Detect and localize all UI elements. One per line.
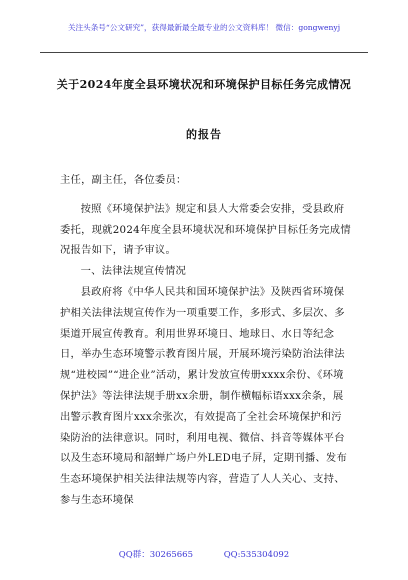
document-title-line2: 的报告 bbox=[186, 128, 222, 141]
qq-group-text: QQ群：30265665 bbox=[118, 550, 193, 560]
document-body bbox=[60, 170, 352, 511]
document-title-line1: 关于2024年度全县环境状况和环境保护目标任务完成情况 bbox=[56, 78, 352, 91]
intro-paragraph: 按照《环境保护法》规定和县人大常委会安排，受县政府委托，现就2024年度全县环境状况和环境保护目标任务完成情况报告如下，请予审议。 bbox=[60, 202, 351, 257]
section-heading: 一、法律法规宣传情况 bbox=[80, 265, 187, 278]
salutation: 主任，副主任，各位委员： bbox=[60, 174, 187, 186]
section-paragraph: 县政府将《中华人民共和国环境保护法》及陕西省环境保护相关法律法规宣传作为一项重要工作，多形式、多层次、多渠道开展宣传教育。利用世界环境日、地球日、水日等纪念日，举办生态环境警示教育图片展，开展环境污染防治法律法规“进校园”“进企业”活动，累计发放宣传册xxxx余份、《环境保护法》等法律法规手册xx余册，制作横幅标语xxx余条，展出警示教育图片xxx余张次，有效提高了全社会环境保护和污染防治的法律意识。同时，利用电视、微信、抖音等媒体平台以及生态环境局和韶蝉广场户外LED电子屏，定期刊播、发布生态环境保护相关法律法规等内容，营造了人人关心、支持、参与生态环境保 bbox=[60, 285, 348, 506]
page-footer bbox=[0, 548, 408, 560]
header-divider bbox=[40, 52, 368, 53]
promo-banner-text: 关注头条号“公文研究”，获得最新最全最专业的公文资料库！ 微信：gongwenyj bbox=[67, 23, 341, 32]
page-header bbox=[0, 0, 408, 56]
qq-contact-text: QQ:535304092 bbox=[223, 550, 290, 560]
